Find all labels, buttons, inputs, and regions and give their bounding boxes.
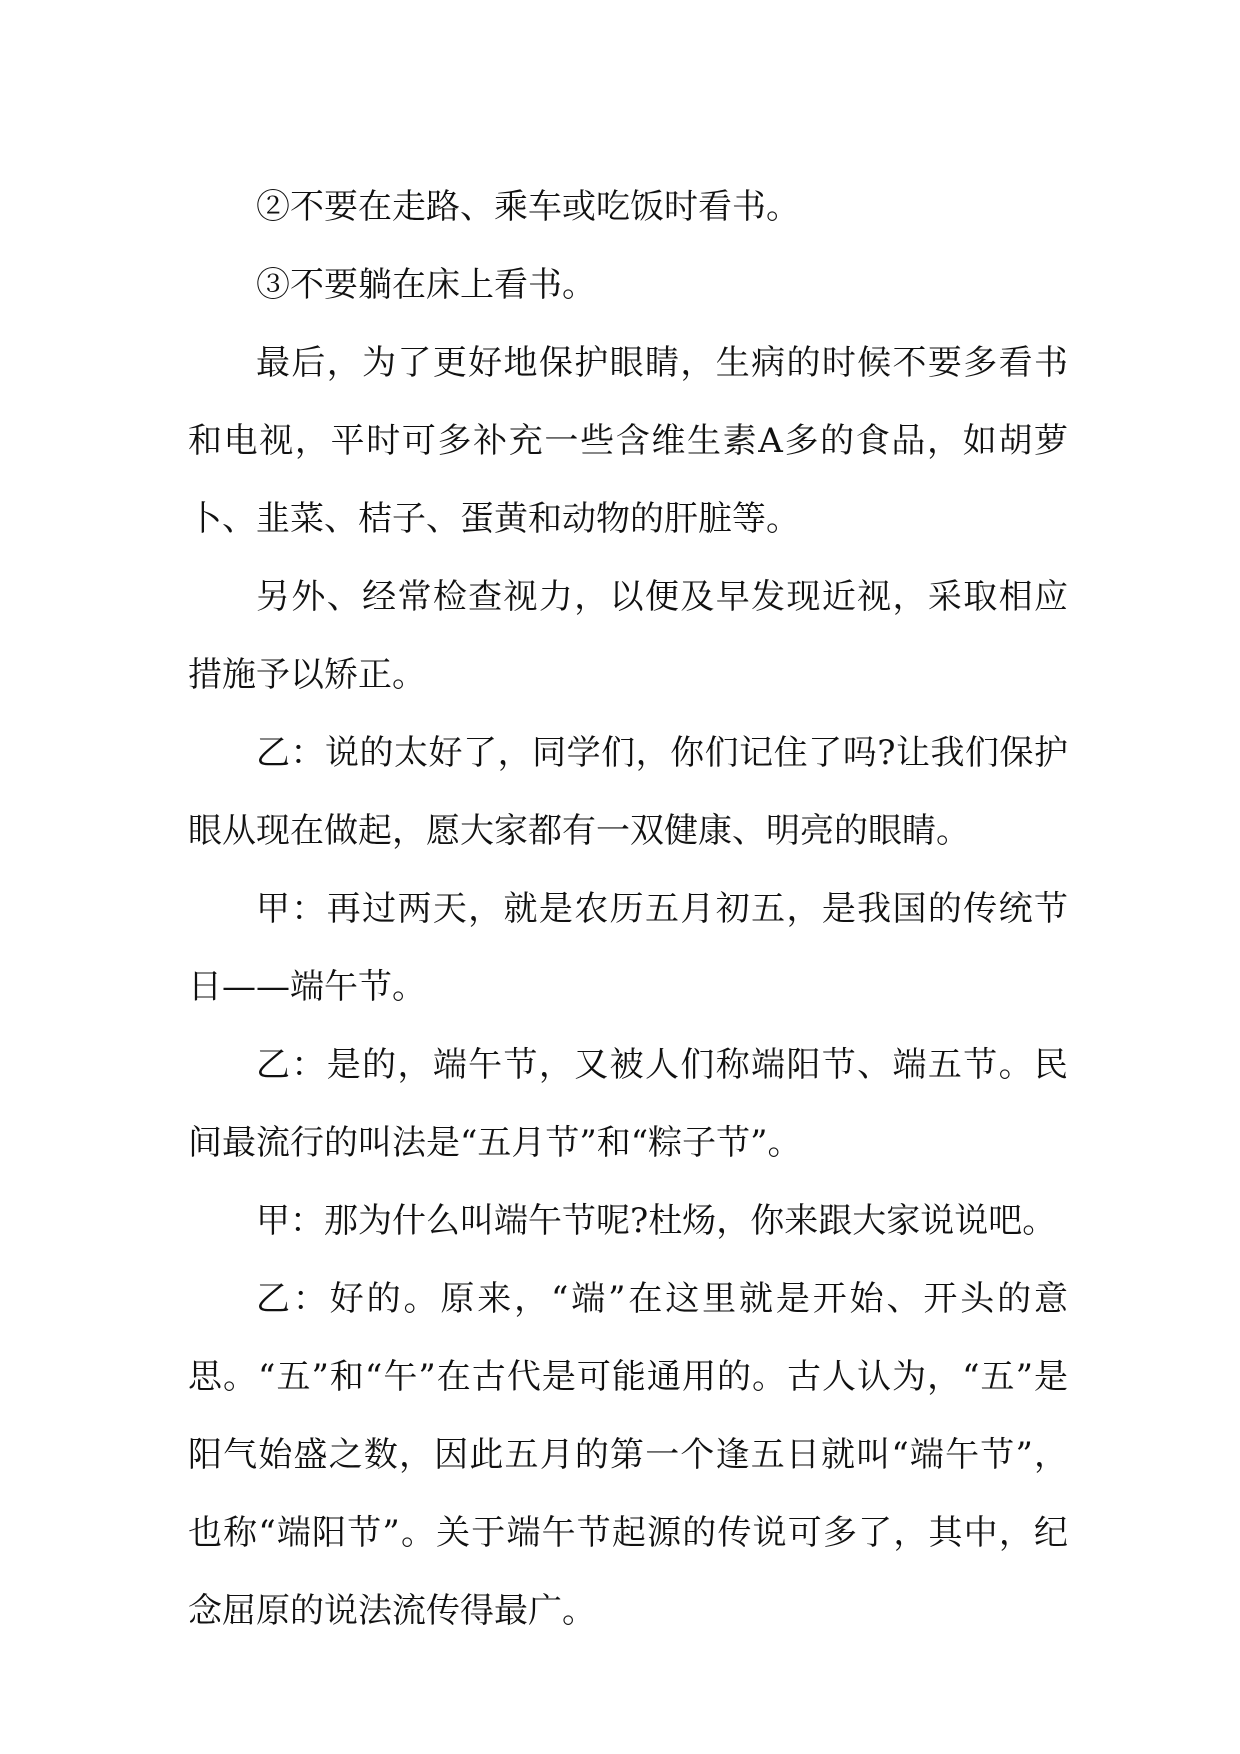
dialogue-jia-1: 甲：再过两天，就是农历五月初五，是我国的传统节日——端午节。 — [188, 889, 1068, 1007]
dialogue-yi-3: 乙：好的。原来，“端”在这里就是开始、开头的意思。“五”和“午”在古代是可能通用的。古人认为，“五”是阳气始盛之数，因此五月的第一个逢五日就叫“端午节”，也称“端阳节”。关于端午节起源的传说可多了，其中，纪念屈原的说法流传得最广。 — [188, 1279, 1068, 1631]
dialogue-yi-2: 乙：是的，端午节，又被人们称端阳节、端五节。民间最流行的叫法是“五月节”和“粽子节”。 — [188, 1045, 1068, 1163]
dialogue-yi-1: 乙：说的太好了，同学们，你们记住了吗?让我们保护眼从现在做起，愿大家都有一双健康、明亮的眼睛。 — [188, 733, 1068, 851]
paragraph-tip-2: ②不要在走路、乘车或吃饭时看书。 — [256, 187, 800, 227]
document-body — [188, 168, 1068, 1650]
paragraph-tip-3: ③不要躺在床上看书。 — [256, 265, 596, 305]
paragraph-finally: 最后，为了更好地保护眼睛，生病的时候不要多看书和电视，平时可多补充一些含维生素A多的食品，如胡萝卜、韭菜、桔子、蛋黄和动物的肝脏等。 — [188, 343, 1068, 539]
paragraph-additionally: 另外、经常检查视力，以便及早发现近视，采取相应措施予以矫正。 — [188, 577, 1068, 695]
dialogue-jia-2: 甲：那为什么叫端午节呢?杜炀，你来跟大家说说吧。 — [256, 1201, 1057, 1241]
